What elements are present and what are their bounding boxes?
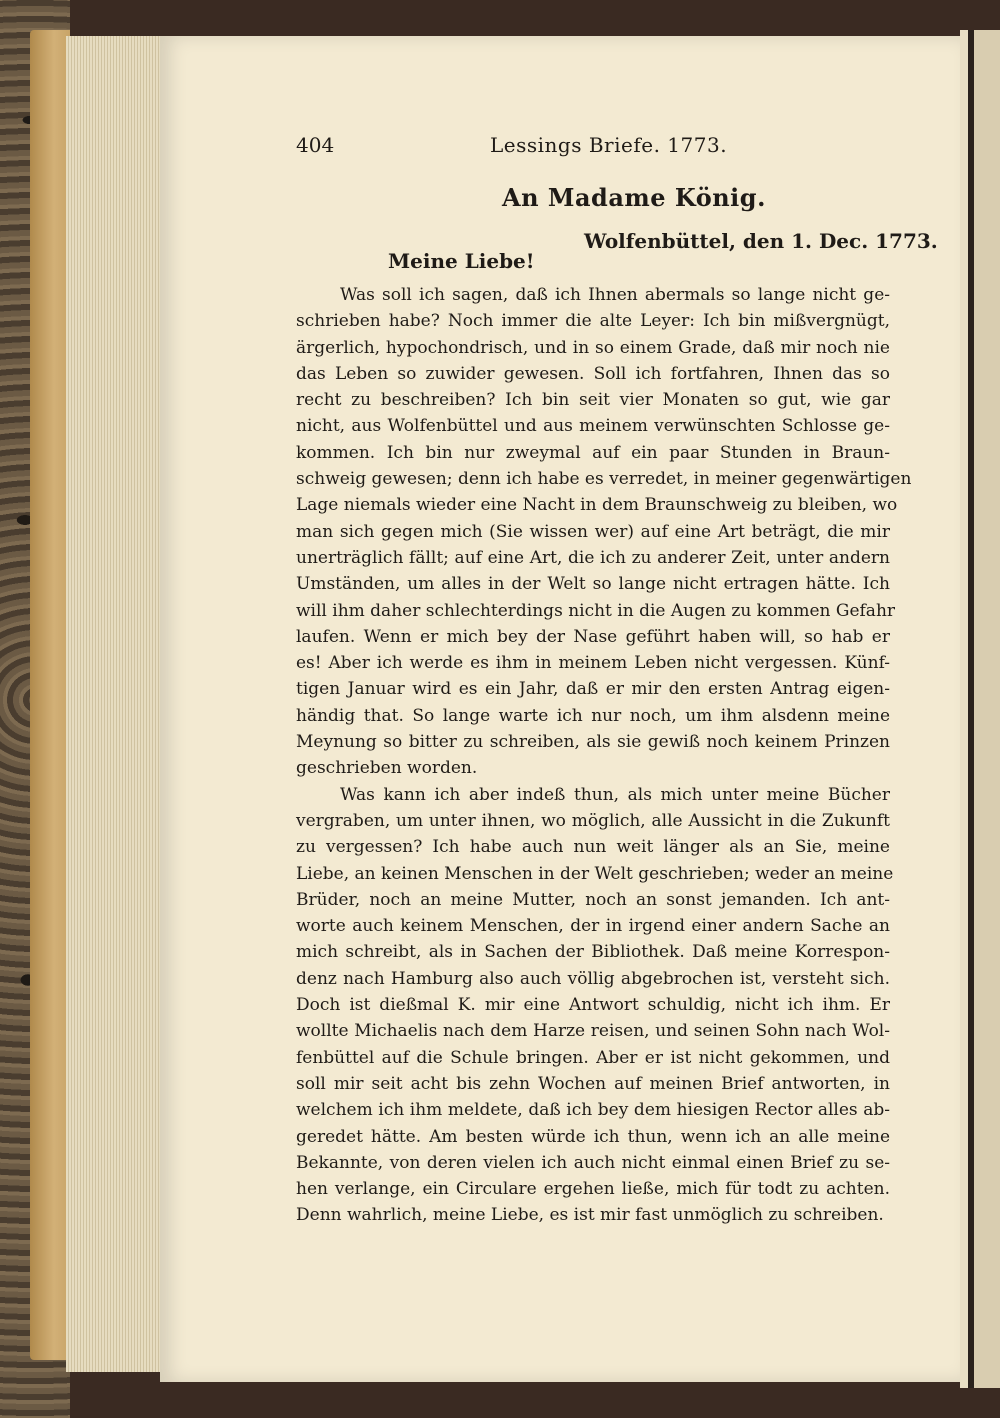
text-line: händig that. So lange warte ich nur noch, um ihm alsdenn meine <box>296 705 890 726</box>
text-line: hen verlange, ein Circulare ergehen ließe, mich für todt zu achten. <box>296 1179 890 1200</box>
text-line: will ihm daher schlechterdings nicht in die Augen zu kommen Gefahr <box>296 600 896 621</box>
text-line: recht zu beschreiben? Ich bin seit vier Monaten so gut, wie gar <box>296 390 890 411</box>
text-line: mich schreibt, als in Sachen der Bibliothek. Daß meine Korrespon- <box>296 942 890 963</box>
place-date: Wolfenbüttel, den 1. Dec. 1773. <box>584 229 938 253</box>
text-line: Brüder, noch an meine Mutter, noch an sonst jemanden. Ich ant- <box>296 889 890 910</box>
text-line: vergraben, um unter ihnen, wo möglich, alle Aussicht in die Zukunft <box>296 810 890 831</box>
text-line: wollte Michaelis nach dem Harze reisen, und seinen Sohn nach Wol- <box>296 1021 890 1042</box>
letter-heading: An Madame König. <box>502 183 766 212</box>
text-line: nicht, aus Wolfenbüttel und aus meinem verwünschten Schlosse ge- <box>296 416 890 437</box>
text-line: welchem ich ihm meldete, daß ich bey dem hiesigen Rector alles ab- <box>296 1100 890 1121</box>
text-line: geschrieben worden. <box>296 758 478 779</box>
text-line: Liebe, an keinen Menschen in der Welt geschrieben; weder an meine <box>296 863 894 884</box>
text-line: Was soll ich sagen, daß ich Ihnen abermals so lange nicht ge- <box>340 285 890 305</box>
text-line: Lage niemals wieder eine Nacht in dem Braunschweig zu bleiben, wo <box>296 495 898 516</box>
text-line: Doch ist dießmal K. mir eine Antwort schuldig, nicht ich ihm. Er <box>296 995 890 1016</box>
text-line: Meynung so bitter zu schreiben, als sie gewiß noch keinem Prinzen <box>296 732 890 753</box>
text-line: fenbüttel auf die Schule bringen. Aber er ist nicht gekommen, und <box>296 1047 890 1068</box>
text-line: denz nach Hamburg also auch völlig abgebrochen ist, versteht sich. <box>296 968 890 989</box>
text-line: Denn wahrlich, meine Liebe, es ist mir fast unmöglich zu schreiben. <box>296 1205 884 1226</box>
text-line: ärgerlich, hypochondrisch, und in so einem Grade, daß mir noch nie <box>296 337 890 358</box>
text-line: soll mir seit acht bis zehn Wochen auf meinen Brief antworten, in <box>296 1073 890 1094</box>
text-line: man sich gegen mich (Sie wissen wer) auf eine Art beträgt, die mir <box>296 521 890 542</box>
text-line: schrieben habe? Noch immer die alte Leyer: Ich bin mißvergnügt, <box>296 311 890 332</box>
text-line: schweig gewesen; denn ich habe es verredet, in meiner gegenwärtigen <box>296 469 912 490</box>
text-line: laufen. Wenn er mich bey der Nase geführt haben will, so hab er <box>296 626 890 647</box>
page-number: 404 <box>296 133 335 157</box>
text-line: worte auch keinem Menschen, der in irgend einer andern Sache an <box>296 916 890 937</box>
text-line: tigen Januar wird es ein Jahr, daß er mir den ersten Antrag eigen- <box>296 679 890 700</box>
text-line: Was kann ich aber indeß thun, als mich unter meine Bücher <box>340 784 890 805</box>
text-line: Umständen, um alles in der Welt so lange nicht ertragen hätte. Ich <box>296 574 890 595</box>
text-line: zu vergessen? Ich habe auch nun weit länger als an Sie, meine <box>296 837 890 858</box>
salutation: Meine Liebe! <box>388 249 535 273</box>
text-line: Bekannte, von deren vielen ich auch nicht einmal einen Brief zu se- <box>296 1152 890 1173</box>
running-title: Lessings Briefe. 1773. <box>490 133 728 157</box>
text-line: das Leben so zuwider gewesen. Soll ich fortfahren, Ihnen das so <box>296 363 890 384</box>
page-stack-edges <box>66 36 166 1372</box>
text-line: geredet hätte. Am besten würde ich thun, wenn ich an alle meine <box>296 1126 890 1147</box>
text-line: unerträglich fällt; auf eine Art, die ich zu anderer Zeit, unter andern <box>296 547 890 568</box>
text-line: es! Aber ich werde es ihm in meinem Leben nicht vergessen. Künf- <box>296 653 890 674</box>
book-spine-edge <box>30 30 70 1360</box>
facing-page-edge <box>960 30 1000 1388</box>
text-line: kommen. Ich bin nur zweymal auf ein paar Stunden in Braun- <box>296 442 890 463</box>
letter-body <box>296 282 912 1229</box>
